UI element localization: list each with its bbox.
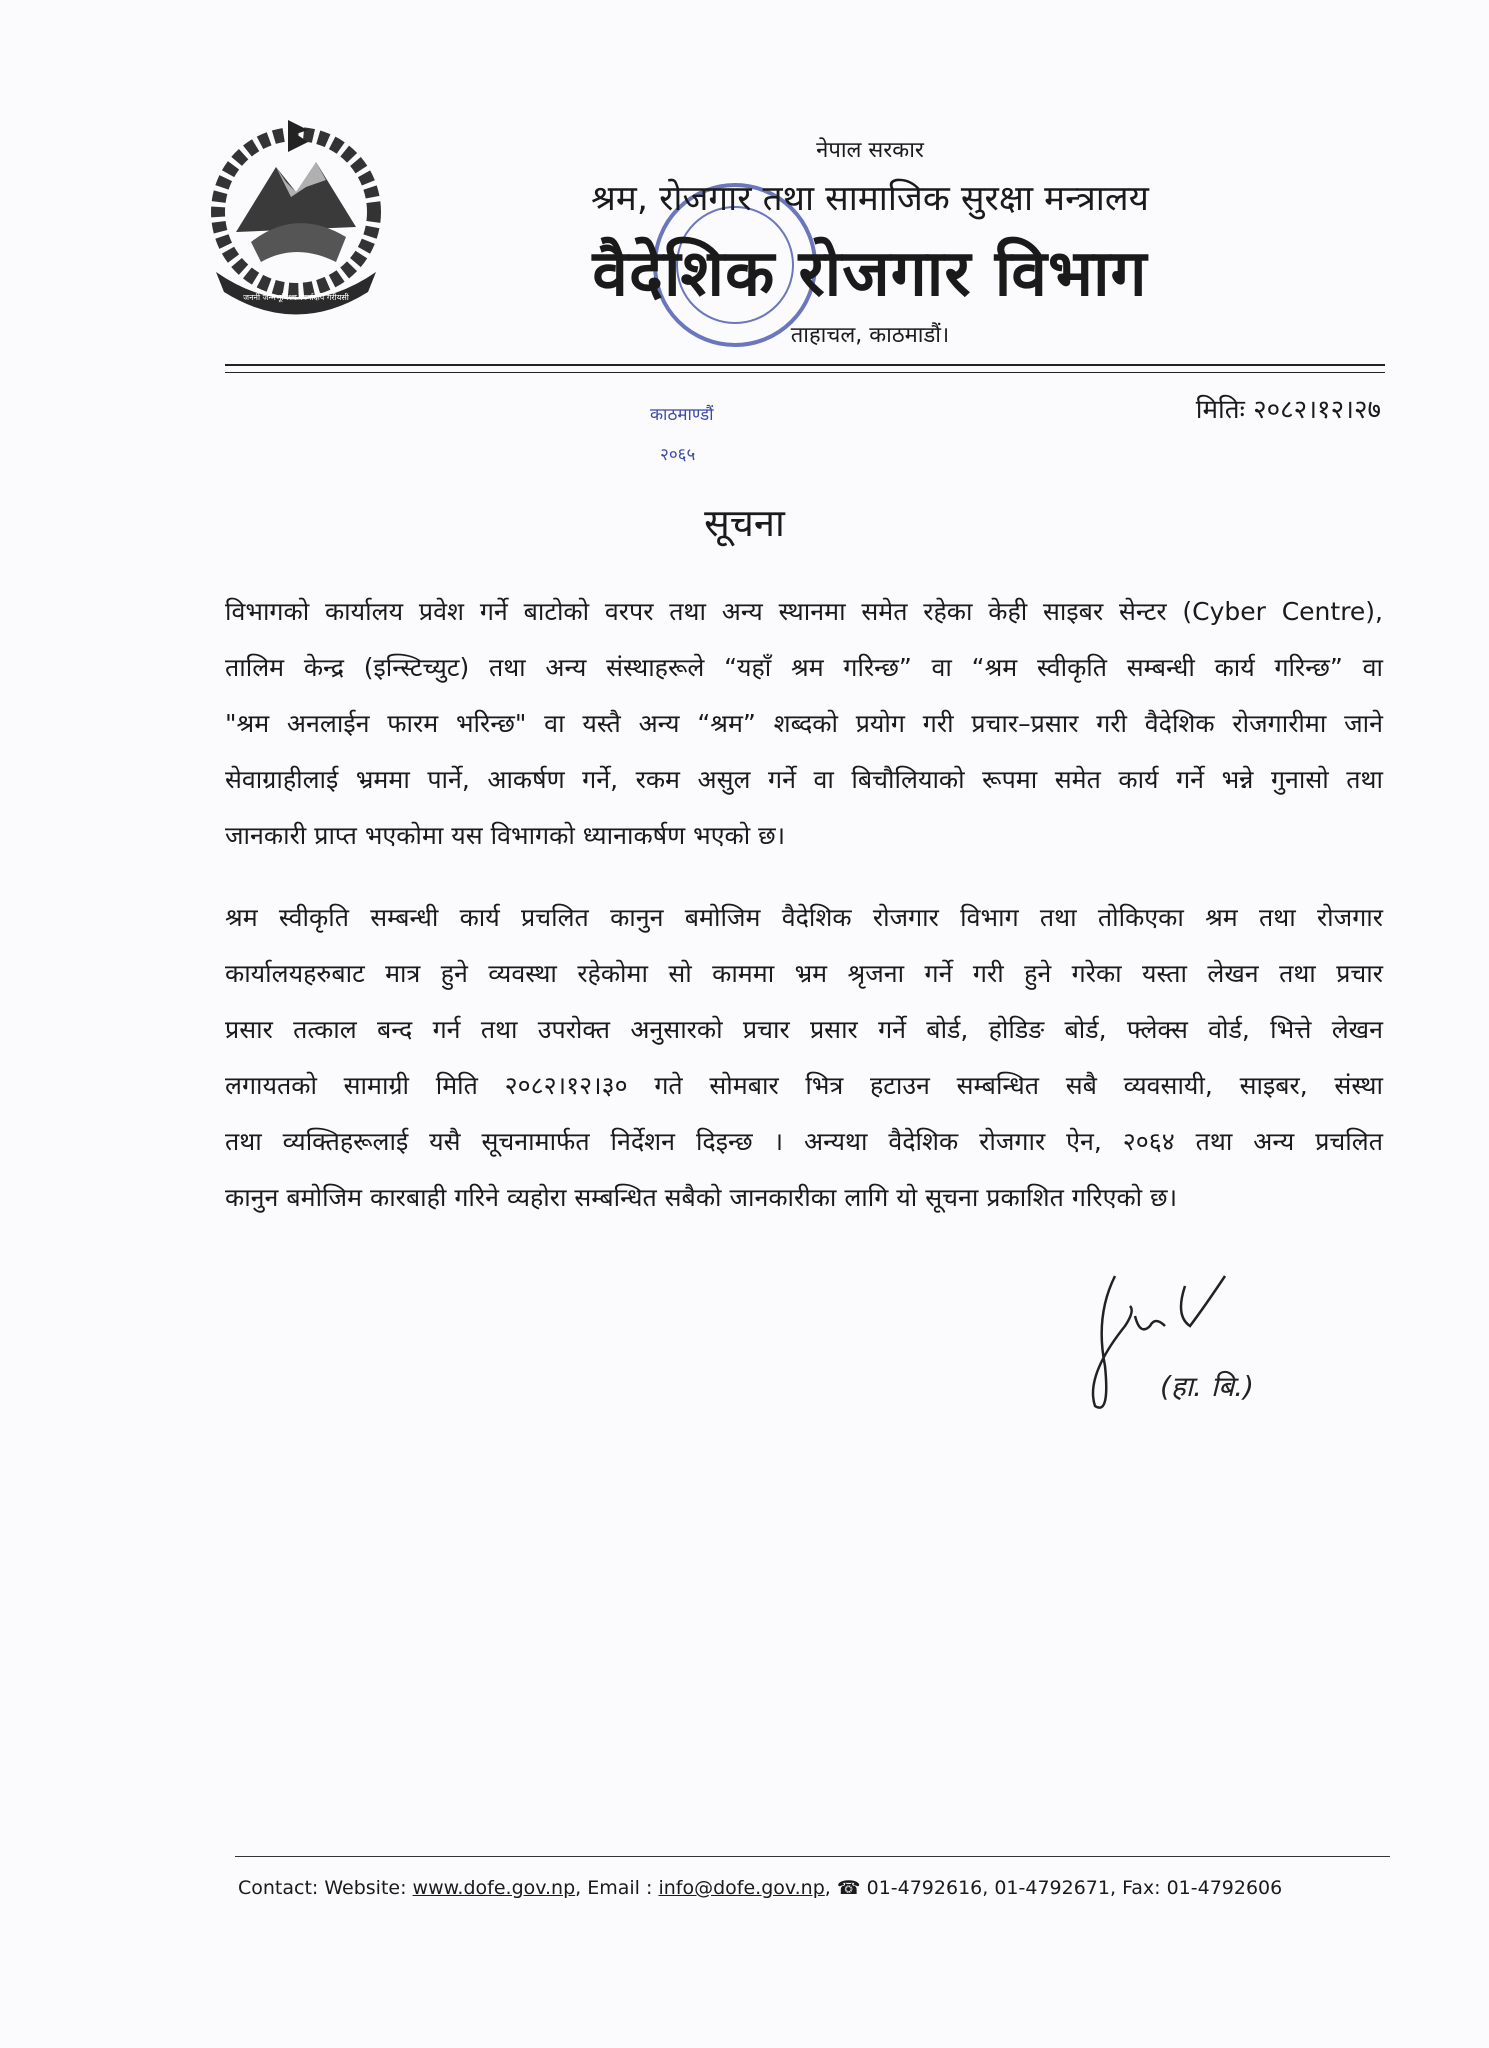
footer-contact: Contact: Website: www.dofe.gov.np, Email : info@dofe.gov.np, ☎ 01-4792616, 01-4792671, Fax: 01-4792606	[238, 1877, 1283, 1899]
paragraph-line: विभागको कार्यालय प्रवेश गर्ने बाटोको वरपर तथा अन्य स्थानमा समेत रहेका केही साइबर सेन्टर (Cyber Centre),	[225, 597, 1383, 626]
official-stamp	[630, 380, 870, 490]
notice-body	[225, 584, 1383, 1426]
government-name: नेपाल सरकार	[816, 138, 924, 163]
footer-divider	[235, 1856, 1390, 1857]
phone-numbers: 01-4792616, 01-4792671, Fax: 01-4792606	[860, 1877, 1283, 1899]
paragraph-line: लगायतको सामाग्री मिति २०८२।१२।३० गते सोमबार भित्र हटाउन सम्बन्धित सबै व्यवसायी, साइबर, संस्था	[225, 1071, 1383, 1100]
paragraph-line: कार्यालयहरुबाट मात्र हुने व्यवस्था रहेकोमा सो काममा भ्रम श्रृजना गर्ने गरी हुने गरेका यस्ता लेखन तथा प्रचार	[225, 959, 1383, 988]
department-address: ताहाचल, काठमाडौं।	[790, 323, 950, 348]
signature	[1075, 1256, 1335, 1426]
paragraph	[225, 890, 1383, 1226]
paragraph-line: जानकारी प्राप्त भएकोमा यस विभागको ध्यानाकर्षण भएको छ।	[225, 821, 786, 850]
paragraph-line: तथा व्यक्तिहरूलाई यसै सूचनामार्फत निर्देशन दिइन्छ । अन्यथा वैदेशिक रोजगार ऐन, २०६४ तथा अन्य प्रचलित	[225, 1127, 1383, 1156]
paragraph-line: कानुन बमोजिम कारबाही गरिने व्यहोरा सम्बन्धित सबैको जानकारीका लागि यो सूचना प्रकाशित गरिएको छ।	[225, 1183, 1178, 1212]
email-label: , Email :	[575, 1877, 659, 1899]
email-link[interactable]: info@dofe.gov.np	[658, 1877, 825, 1899]
paragraph-line: सेवाग्राहीलाई भ्रममा पार्ने, आकर्षण गर्ने, रकम असुल गर्ने वा बिचौलियाको रूपमा समेत कार्य गर्ने भन्ने गुनासो तथा	[225, 765, 1383, 794]
department-name: वैदेशिक रोजगार विभाग	[592, 237, 1148, 311]
emblem-motto: जननी जन्मभूमिश्च स्वर्गादपि गरीयसी	[243, 293, 349, 302]
header-divider	[225, 364, 1385, 366]
paragraph-line: "श्रम अनलाईन फारम भरिन्छ" वा यस्तै अन्य “श्रम” शब्दको प्रयोग गरी प्रचार–प्रसार गरी वैदेशिक रोजगारीमा जाने	[225, 709, 1383, 738]
telephone-icon: ☎	[836, 1877, 861, 1899]
paragraph-line: प्रसार तत्काल बन्द गर्न तथा उपरोक्त अनुसारको प्रचार प्रसार गर्ने बोर्ड, होडिङ बोर्ड, फ्लेक्स वोर्ड, भित्ते लेखन	[225, 1015, 1383, 1044]
nepal-emblem-icon	[196, 112, 396, 317]
notice-title: सूचना	[704, 501, 785, 545]
signature-initials: (हा. बि.)	[1160, 1370, 1254, 1403]
ministry-name: श्रम, रोजगार तथा सामाजिक सुरक्षा मन्त्रालय	[591, 179, 1149, 219]
paragraph-line: श्रम स्वीकृति सम्बन्धी कार्य प्रचलित कानुन बमोजिम वैदेशिक रोजगार विभाग तथा तोकिएका श्रम तथा रोजगार	[225, 903, 1383, 932]
notice-date: मितिः २०८२।१२।२७	[1195, 395, 1381, 425]
header-divider-thin	[225, 372, 1385, 373]
stamp-year: २०६५	[660, 445, 696, 465]
contact-label: Contact: Website:	[238, 1877, 413, 1899]
website-link[interactable]: www.dofe.gov.np	[412, 1877, 576, 1899]
paragraph-line: तालिम केन्द्र (इन्स्टिच्युट) तथा अन्य संस्थाहरूले “यहाँ श्रम गरिन्छ” वा “श्रम स्वीकृति सम्बन्धी कार्य गरिन्छ” वा	[225, 653, 1383, 682]
paragraph	[225, 584, 1383, 864]
notice-paragraphs	[225, 584, 1383, 1226]
stamp-place: काठमाण्डौं	[650, 405, 714, 425]
